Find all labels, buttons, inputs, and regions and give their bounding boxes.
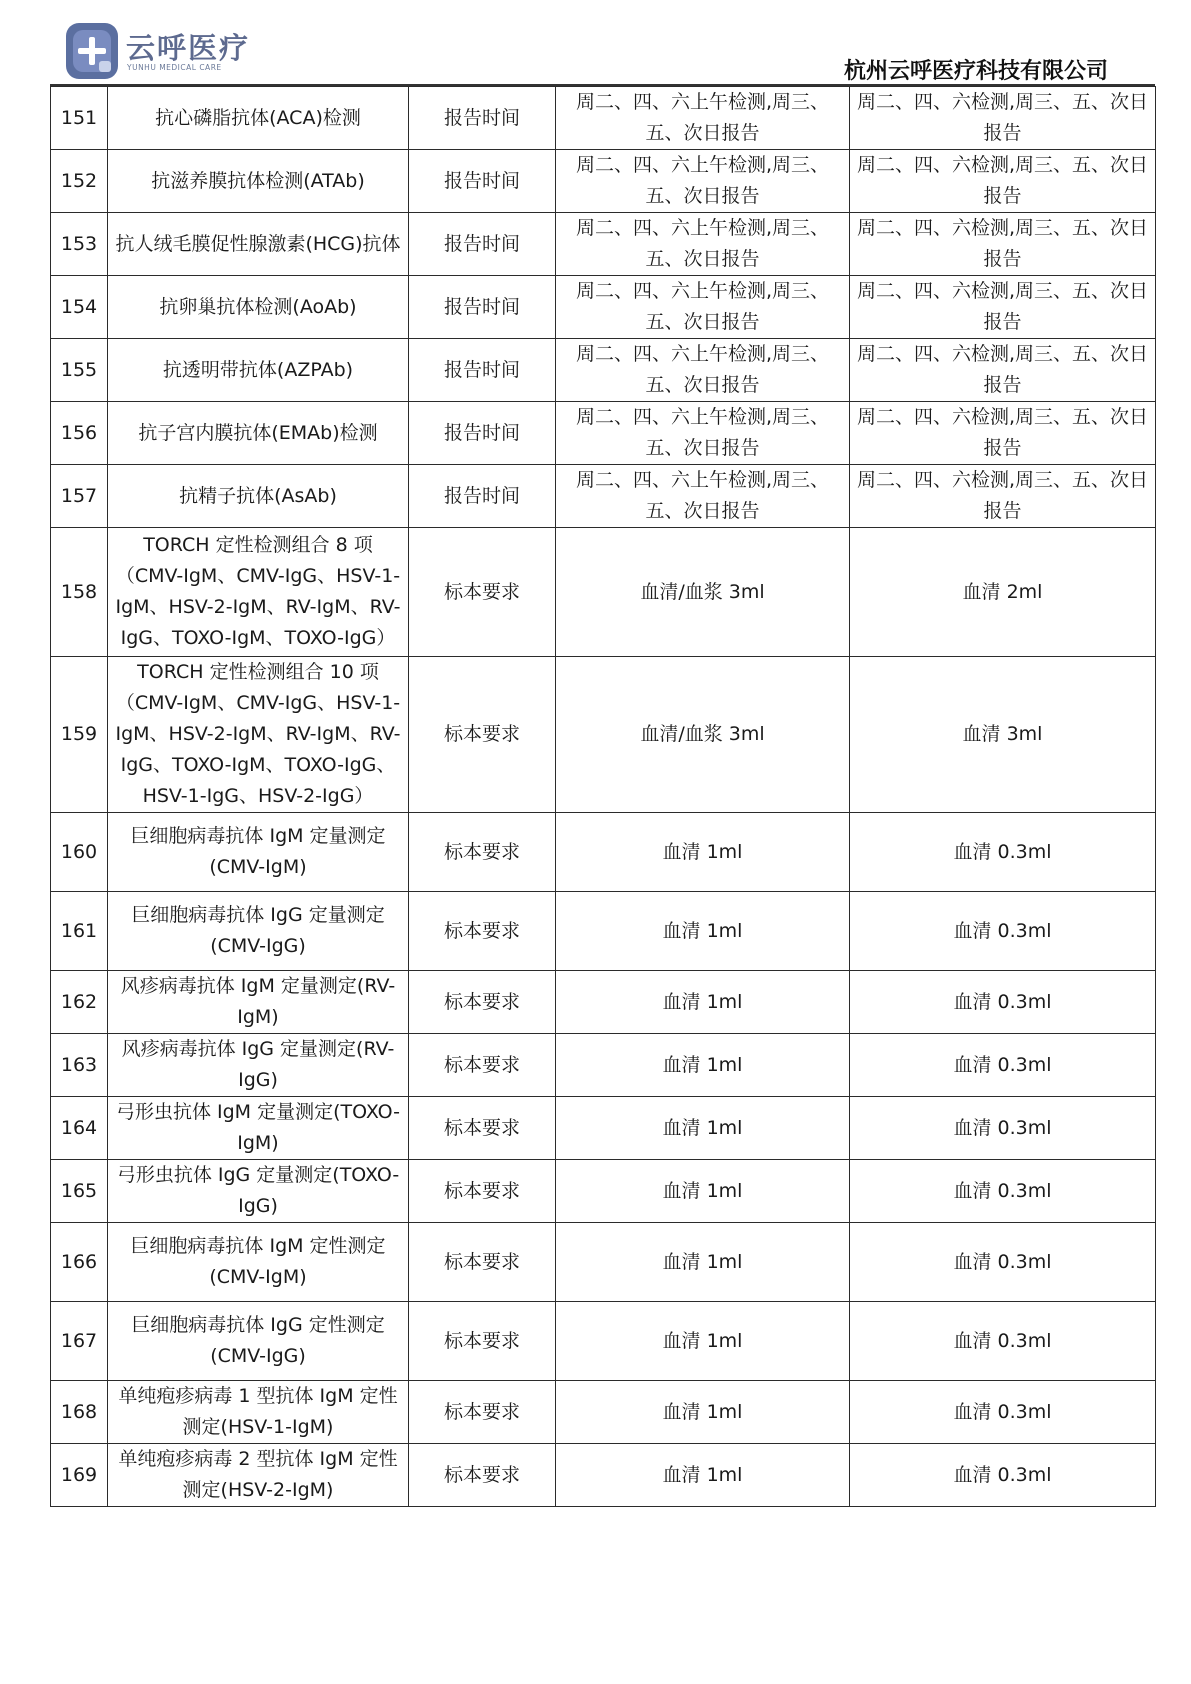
value-cell-primary: 周二、四、六上午检测,周三、五、次日报告 — [556, 87, 850, 150]
row-number: 156 — [51, 402, 108, 465]
table-row — [51, 657, 1156, 813]
test-item-name: TORCH 定性检测组合 8 项（CMV-IgM、CMV-IgG、HSV-1-IgM、HSV-2-IgM、RV-IgM、RV-IgG、TOXO-IgM、TOXO-IgG） — [108, 528, 409, 657]
value-cell-primary: 周二、四、六上午检测,周三、五、次日报告 — [556, 150, 850, 213]
table-row — [51, 1444, 1156, 1507]
value-cell-secondary: 周二、四、六检测,周三、五、次日报告 — [850, 213, 1156, 276]
table-body — [51, 87, 1156, 1507]
info-type-label: 报告时间 — [409, 465, 556, 528]
value-cell-secondary: 周二、四、六检测,周三、五、次日报告 — [850, 276, 1156, 339]
value-cell-secondary: 血清 0.3ml — [850, 1160, 1156, 1223]
test-item-name: 巨细胞病毒抗体 IgG 定量测定(CMV-IgG) — [108, 892, 409, 971]
info-type-label: 标本要求 — [409, 657, 556, 813]
value-cell-secondary: 周二、四、六检测,周三、五、次日报告 — [850, 402, 1156, 465]
info-type-label: 标本要求 — [409, 1444, 556, 1507]
test-item-name: 巨细胞病毒抗体 IgM 定量测定(CMV-IgM) — [108, 813, 409, 892]
info-type-label: 标本要求 — [409, 1223, 556, 1302]
value-cell-secondary: 血清 0.3ml — [850, 1223, 1156, 1302]
test-item-name: 风疹病毒抗体 IgG 定量测定(RV-IgG) — [108, 1034, 409, 1097]
test-item-name: 弓形虫抗体 IgG 定量测定(TOXO-IgG) — [108, 1160, 409, 1223]
table-row — [51, 1223, 1156, 1302]
value-cell-secondary: 血清 0.3ml — [850, 971, 1156, 1034]
row-number: 166 — [51, 1223, 108, 1302]
value-cell-secondary: 血清 3ml — [850, 657, 1156, 813]
logo-icon — [64, 21, 120, 81]
info-type-label: 报告时间 — [409, 87, 556, 150]
value-cell-primary: 周二、四、六上午检测,周三、五、次日报告 — [556, 339, 850, 402]
value-cell-primary: 血清 1ml — [556, 1381, 850, 1444]
info-type-label: 标本要求 — [409, 1160, 556, 1223]
info-type-label: 报告时间 — [409, 339, 556, 402]
info-type-label: 报告时间 — [409, 402, 556, 465]
row-number: 153 — [51, 213, 108, 276]
info-type-label: 标本要求 — [409, 971, 556, 1034]
test-item-table — [50, 86, 1156, 1507]
value-cell-secondary: 血清 0.3ml — [850, 1381, 1156, 1444]
value-cell-primary: 血清 1ml — [556, 1034, 850, 1097]
row-number: 167 — [51, 1302, 108, 1381]
table-row — [51, 892, 1156, 971]
test-item-name: 单纯疱疹病毒 1 型抗体 IgM 定性测定(HSV-1-IgM) — [108, 1381, 409, 1444]
table-row — [51, 87, 1156, 150]
value-cell-primary: 周二、四、六上午检测,周三、五、次日报告 — [556, 213, 850, 276]
row-number: 162 — [51, 971, 108, 1034]
table-row — [51, 1160, 1156, 1223]
table-row — [51, 276, 1156, 339]
value-cell-secondary: 血清 0.3ml — [850, 1097, 1156, 1160]
table-row — [51, 971, 1156, 1034]
value-cell-secondary: 血清 0.3ml — [850, 813, 1156, 892]
table-row — [51, 465, 1156, 528]
value-cell-secondary: 周二、四、六检测,周三、五、次日报告 — [850, 339, 1156, 402]
table-row — [51, 1302, 1156, 1381]
row-number: 155 — [51, 339, 108, 402]
value-cell-primary: 血清 1ml — [556, 813, 850, 892]
row-number: 165 — [51, 1160, 108, 1223]
test-item-name: 抗人绒毛膜促性腺激素(HCG)抗体 — [108, 213, 409, 276]
row-number: 152 — [51, 150, 108, 213]
table-row — [51, 528, 1156, 657]
value-cell-secondary: 血清 0.3ml — [850, 1302, 1156, 1381]
table-row — [51, 1034, 1156, 1097]
table-row — [51, 339, 1156, 402]
row-number: 160 — [51, 813, 108, 892]
test-item-name: TORCH 定性检测组合 10 项（CMV-IgM、CMV-IgG、HSV-1-IgM、HSV-2-IgM、RV-IgM、RV-IgG、TOXO-IgM、TOXO-IgG、HSV-1-IgG、HSV-2-IgG） — [108, 657, 409, 813]
value-cell-secondary: 周二、四、六检测,周三、五、次日报告 — [850, 465, 1156, 528]
logo-subtitle: YUNHU MEDICAL CARE — [127, 63, 222, 72]
row-number: 154 — [51, 276, 108, 339]
value-cell-secondary: 血清 0.3ml — [850, 1034, 1156, 1097]
value-cell-secondary: 血清 0.3ml — [850, 1444, 1156, 1507]
value-cell-primary: 血清 1ml — [556, 1097, 850, 1160]
value-cell-primary: 血清 1ml — [556, 1160, 850, 1223]
logo-text: 云呼医疗 — [126, 31, 251, 65]
test-item-name: 抗透明带抗体(AZPAb) — [108, 339, 409, 402]
row-number: 158 — [51, 528, 108, 657]
info-type-label: 标本要求 — [409, 1097, 556, 1160]
value-cell-secondary: 血清 2ml — [850, 528, 1156, 657]
test-item-name: 抗精子抗体(AsAb) — [108, 465, 409, 528]
table-row — [51, 402, 1156, 465]
test-item-name: 弓形虫抗体 IgM 定量测定(TOXO-IgM) — [108, 1097, 409, 1160]
test-item-name: 抗卵巢抗体检测(AoAb) — [108, 276, 409, 339]
info-type-label: 标本要求 — [409, 1302, 556, 1381]
value-cell-secondary: 周二、四、六检测,周三、五、次日报告 — [850, 87, 1156, 150]
value-cell-primary: 周二、四、六上午检测,周三、五、次日报告 — [556, 402, 850, 465]
test-item-name: 抗子宫内膜抗体(EMAb)检测 — [108, 402, 409, 465]
info-type-label: 报告时间 — [409, 213, 556, 276]
value-cell-primary: 血清 1ml — [556, 892, 850, 971]
test-item-name: 抗滋养膜抗体检测(ATAb) — [108, 150, 409, 213]
test-item-name: 抗心磷脂抗体(ACA)检测 — [108, 87, 409, 150]
value-cell-primary: 血清 1ml — [556, 1302, 850, 1381]
row-number: 157 — [51, 465, 108, 528]
info-type-label: 报告时间 — [409, 276, 556, 339]
row-number: 151 — [51, 87, 108, 150]
value-cell-primary: 周二、四、六上午检测,周三、五、次日报告 — [556, 276, 850, 339]
table-row — [51, 1381, 1156, 1444]
info-type-label: 标本要求 — [409, 1034, 556, 1097]
table-row — [51, 150, 1156, 213]
row-number: 161 — [51, 892, 108, 971]
row-number: 163 — [51, 1034, 108, 1097]
row-number: 164 — [51, 1097, 108, 1160]
value-cell-primary: 血清 1ml — [556, 1444, 850, 1507]
value-cell-primary: 周二、四、六上午检测,周三、五、次日报告 — [556, 465, 850, 528]
row-number: 159 — [51, 657, 108, 813]
value-cell-primary: 血清 1ml — [556, 1223, 850, 1302]
test-item-name: 巨细胞病毒抗体 IgM 定性测定(CMV-IgM) — [108, 1223, 409, 1302]
table-row — [51, 1097, 1156, 1160]
company-name: 杭州云呼医疗科技有限公司 — [843, 59, 1108, 84]
info-type-label: 报告时间 — [409, 150, 556, 213]
value-cell-primary: 血清/血浆 3ml — [556, 657, 850, 813]
info-type-label: 标本要求 — [409, 528, 556, 657]
value-cell-secondary: 周二、四、六检测,周三、五、次日报告 — [850, 150, 1156, 213]
value-cell-secondary: 血清 0.3ml — [850, 892, 1156, 971]
page-header — [0, 0, 1191, 88]
info-type-label: 标本要求 — [409, 813, 556, 892]
test-item-name: 巨细胞病毒抗体 IgG 定性测定(CMV-IgG) — [108, 1302, 409, 1381]
info-type-label: 标本要求 — [409, 892, 556, 971]
table-row — [51, 813, 1156, 892]
row-number: 168 — [51, 1381, 108, 1444]
test-item-name: 风疹病毒抗体 IgM 定量测定(RV-IgM) — [108, 971, 409, 1034]
value-cell-primary: 血清/血浆 3ml — [556, 528, 850, 657]
test-item-name: 单纯疱疹病毒 2 型抗体 IgM 定性测定(HSV-2-IgM) — [108, 1444, 409, 1507]
info-type-label: 标本要求 — [409, 1381, 556, 1444]
row-number: 169 — [51, 1444, 108, 1507]
value-cell-primary: 血清 1ml — [556, 971, 850, 1034]
table-row — [51, 213, 1156, 276]
